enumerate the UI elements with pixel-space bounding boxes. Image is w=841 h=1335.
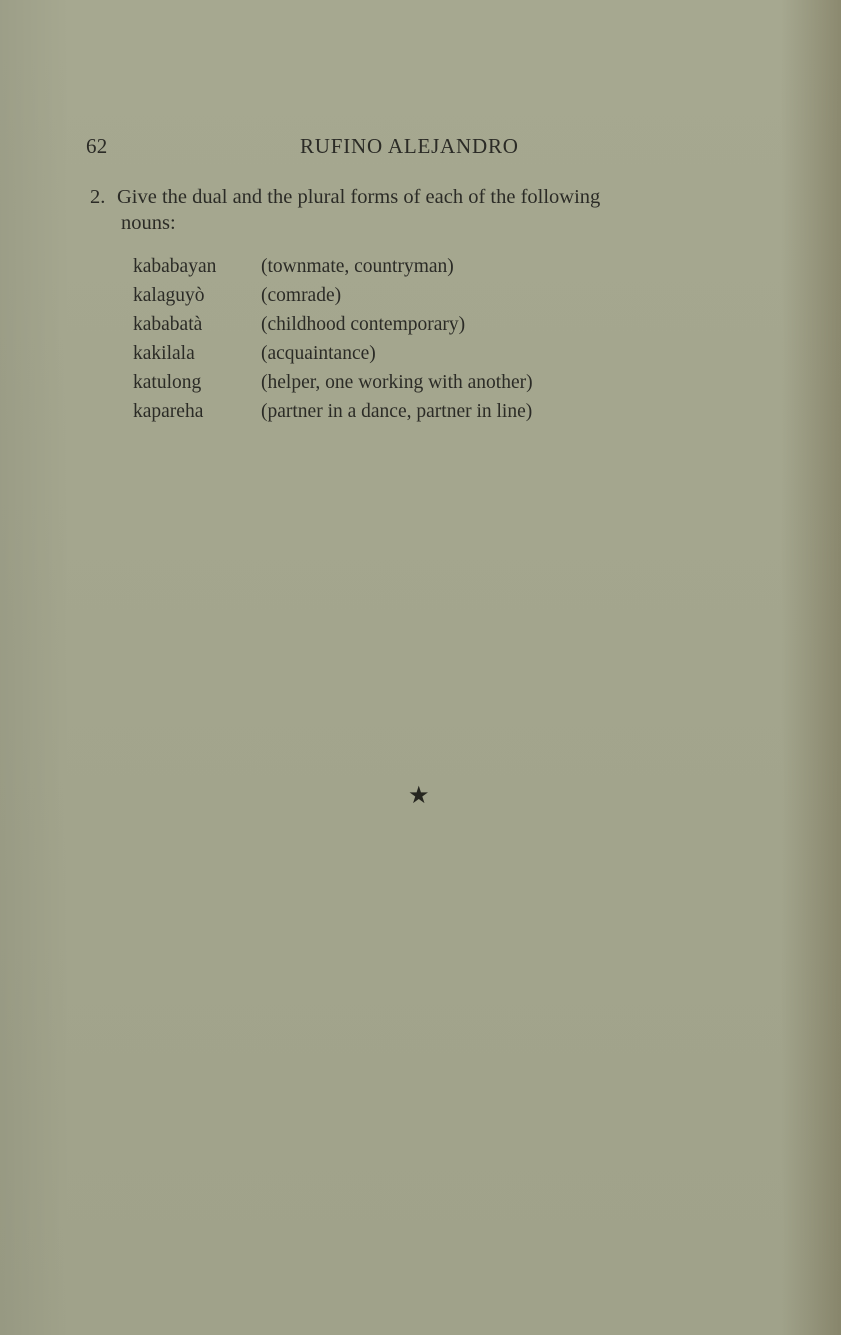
list-item <box>133 339 753 368</box>
vocab-word: kalaguyò <box>133 285 205 306</box>
vocab-gloss: (acquaintance) <box>261 343 376 364</box>
list-item <box>133 368 753 397</box>
exercise-text: Give the dual and the plural forms of each of the following <box>117 186 601 208</box>
vocabulary-list <box>133 252 753 426</box>
page-number: 62 <box>86 134 108 158</box>
vocab-gloss: (townmate, countryman) <box>261 256 454 277</box>
star-icon: ★ <box>408 781 430 809</box>
vocab-gloss: (childhood contemporary) <box>261 314 466 335</box>
vocab-gloss: (partner in a dance, partner in line) <box>261 401 533 422</box>
list-item <box>133 252 753 281</box>
vocab-gloss: (helper, one working with another) <box>261 372 533 393</box>
running-head: RUFINO ALEJANDRO <box>300 134 519 158</box>
vocab-word: katulong <box>133 372 202 393</box>
page-header <box>86 134 786 164</box>
exercise-instruction <box>90 184 790 236</box>
list-item <box>133 397 753 426</box>
vocab-gloss: (comrade) <box>261 285 342 306</box>
exercise-number: 2. <box>90 186 106 208</box>
exercise-line-1 <box>90 184 790 210</box>
list-item <box>133 281 753 310</box>
vocab-word: kapareha <box>133 401 204 422</box>
list-item <box>133 310 753 339</box>
vocab-word: kababayan <box>133 256 217 277</box>
vocab-word: kakilala <box>133 343 195 364</box>
exercise-line-2: nouns: <box>121 212 176 234</box>
vocab-word: kababatà <box>133 314 203 335</box>
